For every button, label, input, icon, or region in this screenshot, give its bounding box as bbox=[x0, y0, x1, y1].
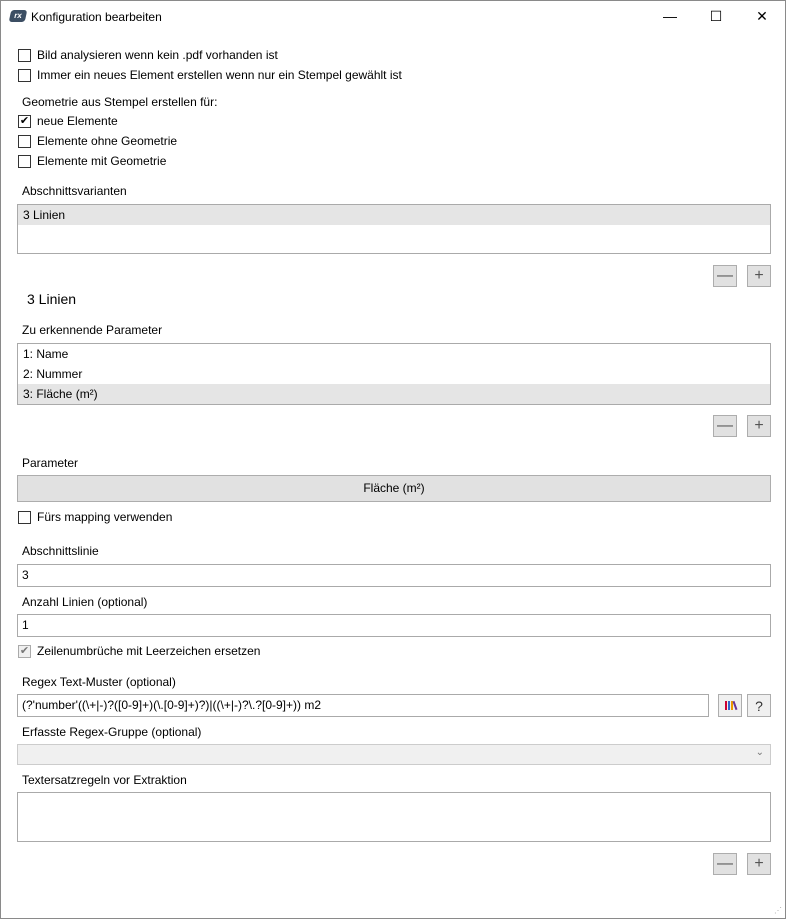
variants-list[interactable] bbox=[17, 204, 771, 254]
minimize-button[interactable]: — bbox=[663, 8, 677, 24]
line-count-label: Anzahl Linien (optional) bbox=[22, 595, 148, 609]
checkbox-label: Zeilenumbrüche mit Leerzeichen ersetzen bbox=[37, 644, 261, 658]
resize-grip-icon[interactable]: ⋰ bbox=[774, 906, 782, 915]
use-for-mapping-checkbox[interactable] bbox=[18, 510, 172, 524]
regex-help-button[interactable]: ? bbox=[747, 694, 771, 717]
parameter-heading: Parameter bbox=[22, 456, 79, 470]
replace-line-breaks-checkbox[interactable] bbox=[18, 644, 260, 658]
section-line-input[interactable]: 3 bbox=[17, 564, 771, 587]
close-button[interactable]: ✕ bbox=[756, 7, 768, 24]
checkbox-label: Elemente mit Geometrie bbox=[37, 154, 167, 168]
app-logo-icon: rx bbox=[9, 10, 28, 22]
remove-rule-button[interactable]: — bbox=[713, 853, 737, 875]
regex-library-button[interactable] bbox=[718, 694, 742, 717]
regex-group-dropdown[interactable] bbox=[17, 744, 771, 765]
section-line-label: Abschnittslinie bbox=[22, 544, 99, 558]
params-list[interactable] bbox=[17, 343, 771, 405]
regex-group-label: Erfasste Regex-Gruppe (optional) bbox=[22, 725, 202, 739]
new-elements-checkbox[interactable] bbox=[18, 114, 118, 128]
analyze-image-checkbox[interactable] bbox=[18, 48, 278, 62]
checkbox-box[interactable] bbox=[18, 135, 31, 148]
checkbox-box[interactable] bbox=[18, 49, 31, 62]
remove-variant-button[interactable]: — bbox=[713, 265, 737, 287]
parameter-select-button[interactable]: Fläche (m²) bbox=[17, 475, 771, 502]
list-item[interactable]: 3 Linien bbox=[18, 205, 770, 225]
books-icon bbox=[725, 701, 736, 710]
checkbox-box[interactable] bbox=[18, 155, 31, 168]
replace-rules-label: Textersatzregeln vor Extraktion bbox=[22, 773, 187, 787]
elements-without-geometry-checkbox[interactable] bbox=[18, 134, 177, 148]
checkbox-label: Immer ein neues Element erstellen wenn nur ein Stempel gewählt ist bbox=[37, 68, 402, 82]
remove-param-button[interactable]: — bbox=[713, 415, 737, 437]
regex-label: Regex Text-Muster (optional) bbox=[22, 675, 176, 689]
regex-input[interactable]: (?'number'((\+|-)?([0-9]+)(\.[0-9]+)?)|((\+|-)?\.?[0-9]+)) m2 bbox=[17, 694, 709, 717]
checkbox-label: Fürs mapping verwenden bbox=[37, 510, 173, 524]
chevron-down-icon: ⌄ bbox=[755, 747, 764, 758]
checkbox-box[interactable] bbox=[18, 69, 31, 82]
variants-heading: Abschnittsvarianten bbox=[22, 184, 127, 198]
elements-with-geometry-checkbox[interactable] bbox=[18, 154, 166, 168]
title-bar bbox=[1, 1, 786, 33]
checkbox-label: Elemente ohne Geometrie bbox=[37, 134, 178, 148]
checkbox-label: neue Elemente bbox=[37, 114, 118, 128]
maximize-button[interactable]: ☐ bbox=[709, 7, 723, 24]
list-item[interactable]: 3: Fläche (m²) bbox=[18, 384, 770, 404]
window-title: Konfiguration bearbeiten bbox=[31, 10, 162, 24]
check-icon[interactable]: ✔ bbox=[19, 114, 30, 127]
list-item[interactable]: 1: Name bbox=[23, 347, 69, 361]
add-variant-button[interactable]: + bbox=[747, 265, 771, 287]
add-param-button[interactable]: + bbox=[747, 415, 771, 437]
list-item[interactable]: 2: Nummer bbox=[23, 367, 83, 381]
line-count-input[interactable]: 1 bbox=[17, 614, 771, 637]
checkbox-box[interactable] bbox=[18, 511, 31, 524]
add-rule-button[interactable]: + bbox=[747, 853, 771, 875]
checkbox-label: Bild analysieren wenn kein .pdf vorhanden ist bbox=[37, 48, 278, 62]
check-icon[interactable]: ✔ bbox=[19, 644, 30, 657]
always-new-element-checkbox[interactable] bbox=[18, 68, 402, 82]
selected-variant-title: 3 Linien bbox=[27, 291, 77, 307]
geometry-heading: Geometrie aus Stempel erstellen für: bbox=[22, 95, 218, 109]
params-heading: Zu erkennende Parameter bbox=[22, 323, 163, 337]
replace-rules-list[interactable] bbox=[17, 792, 771, 842]
